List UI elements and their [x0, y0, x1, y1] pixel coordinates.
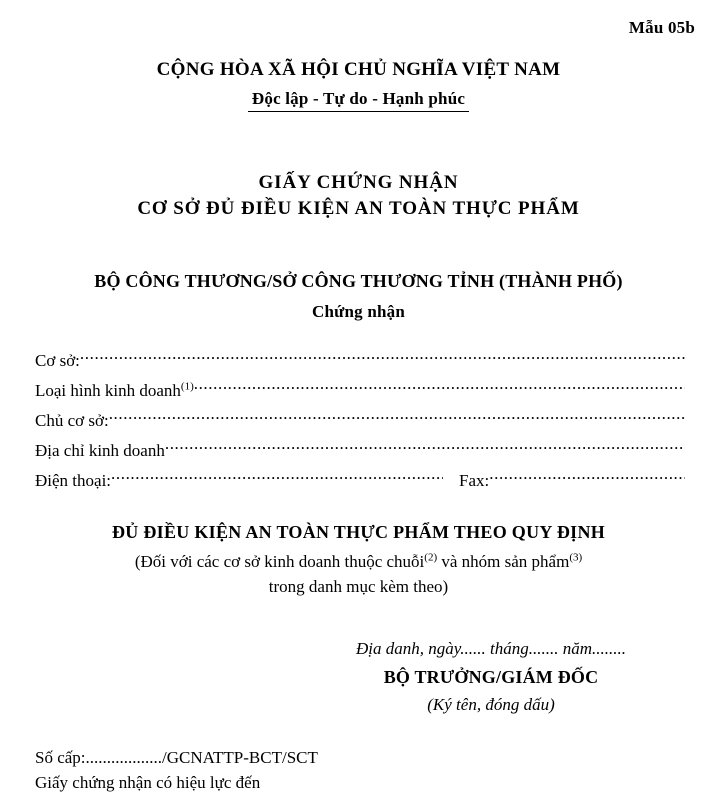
certificate-title [0, 170, 717, 221]
issue-number: Số cấp:................../GCNATTP-BCT/SCT [35, 748, 318, 767]
form-fields [35, 349, 685, 499]
declaration-note-line1 [0, 550, 717, 575]
field-input-co-so[interactable] [80, 349, 685, 366]
certificate-title-line1: GIẤY CHỨNG NHẬN [258, 172, 459, 193]
footnote-marker-3: (3) [569, 551, 583, 564]
field-label-text-loai-hinh-kinh-doanh: Loại hình kinh doanh [35, 381, 181, 400]
footer-block [35, 746, 685, 795]
field-input-dien-thoai[interactable] [111, 469, 443, 486]
field-input-chu-co-so[interactable] [109, 409, 685, 426]
field-label-fax: Fax: [459, 471, 490, 490]
declaration-note-line2: trong danh mục kèm theo) [268, 577, 449, 597]
field-label-dien-thoai: Điện thoại: [35, 471, 112, 490]
certificate-title-line2: CƠ SỞ ĐỦ ĐIỀU KIỆN AN TOÀN THỰC PHẨM [137, 197, 580, 219]
field-row-dien-thoai-fax [35, 469, 685, 489]
field-label-loai-hinh-kinh-doanh [35, 382, 194, 399]
field-label-chu-co-so: Chủ cơ sở: [35, 411, 109, 430]
field-input-loai-hinh-kinh-doanh[interactable] [194, 379, 685, 396]
field-label-co-so: Cơ sở: [35, 351, 80, 370]
declaration-note [0, 550, 717, 599]
signatory-role: BỘ TRƯỞNG/GIÁM ĐỐC [383, 667, 599, 688]
field-input-fax[interactable] [489, 469, 685, 486]
national-heading [0, 58, 717, 112]
form-code: Mẫu 05b [628, 18, 695, 37]
footnote-marker-2: (2) [424, 551, 438, 564]
field-row-loai-hinh-kinh-doanh [35, 379, 685, 399]
footnote-marker-1: (1) [180, 380, 194, 393]
national-motto: Độc lập - Tự do - Hạnh phúc [248, 89, 469, 112]
declaration-note-text2: và nhóm sản phẩm [437, 552, 570, 572]
signature-place-date: Địa danh, ngày...... tháng....... năm........ [355, 639, 627, 658]
field-row-co-so [35, 349, 685, 369]
field-row-dia-chi-kinh-doanh [35, 439, 685, 459]
declaration-note-text1: (Đối với các cơ sở kinh doanh thuộc chuỗi [134, 552, 425, 572]
issuing-agency [0, 270, 717, 322]
signature-block [335, 638, 647, 717]
declaration-block [0, 521, 717, 600]
signature-instruction: (Ký tên, đóng dấu) [427, 695, 555, 715]
field-row-chu-co-so [35, 409, 685, 429]
country-name: CỘNG HÒA XÃ HỘI CHỦ NGHĨA VIỆT NAM [156, 59, 561, 80]
validity-label: Giấy chứng nhận có hiệu lực đến [35, 772, 261, 792]
declaration-statement: ĐỦ ĐIỀU KIỆN AN TOÀN THỰC PHẨM THEO QUY ĐỊNH [111, 522, 606, 542]
field-label-dia-chi-kinh-doanh: Địa chỉ kinh doanh [35, 441, 165, 460]
agency-certify-verb: Chứng nhận [311, 302, 405, 322]
field-input-dia-chi-kinh-doanh[interactable] [165, 439, 685, 456]
agency-name: BỘ CÔNG THƯƠNG/SỞ CÔNG THƯƠNG TỈNH (THÀNH PHỐ) [94, 271, 623, 291]
